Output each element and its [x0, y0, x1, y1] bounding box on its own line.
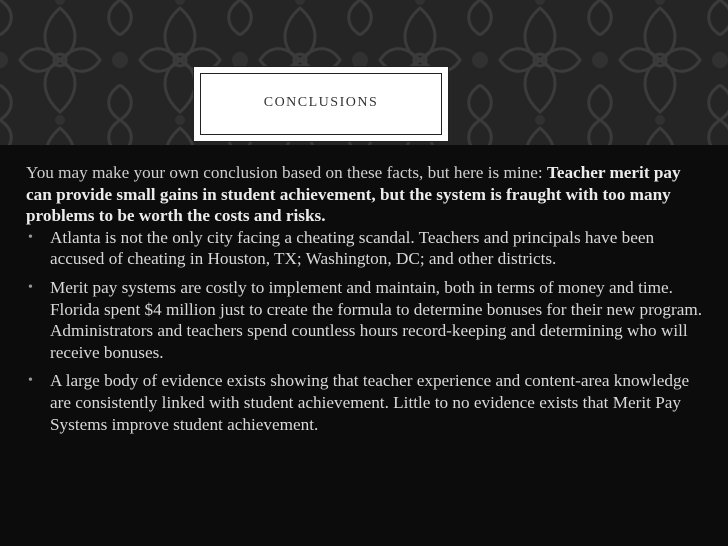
bullet-text: Merit pay systems are costly to implement and maintain, both in terms of money and time. Florida spent $4 million just to create the formula to determine bonuses for their new program. Administrators and teachers spend countless hours record-keeping and determining who will receive bonuses. [50, 277, 703, 362]
slide-content [26, 162, 706, 442]
bullet-icon: • [28, 373, 33, 389]
bullet-icon: • [28, 279, 33, 295]
bullet-text: A large body of evidence exists showing that teacher experience and content-area knowledge are consistently linked with student achievement. Little to no evidence exists that Merit Pay Systems improve student achievement. [50, 371, 690, 434]
bullet-list [26, 227, 706, 435]
title-box [193, 66, 449, 142]
intro-thesis: Teacher merit pay can provide small gains in student achievement, but the system is fraught with too many problems to be worth the costs and risks. [26, 163, 681, 226]
intro-text: You may make your own conclusion based on these facts, but here is mine: [26, 163, 547, 182]
bullet-text: Atlanta is not the only city facing a cheating scandal. Teachers and principals have been accused of cheating in Houston, TX; Washington, DC; and other districts. [50, 227, 655, 269]
slide-title: CONCLUSIONS [263, 95, 379, 110]
list-item [26, 370, 706, 435]
list-item [26, 277, 706, 363]
list-item [26, 227, 706, 270]
intro-paragraph [26, 162, 706, 227]
bullet-icon: • [28, 229, 33, 245]
